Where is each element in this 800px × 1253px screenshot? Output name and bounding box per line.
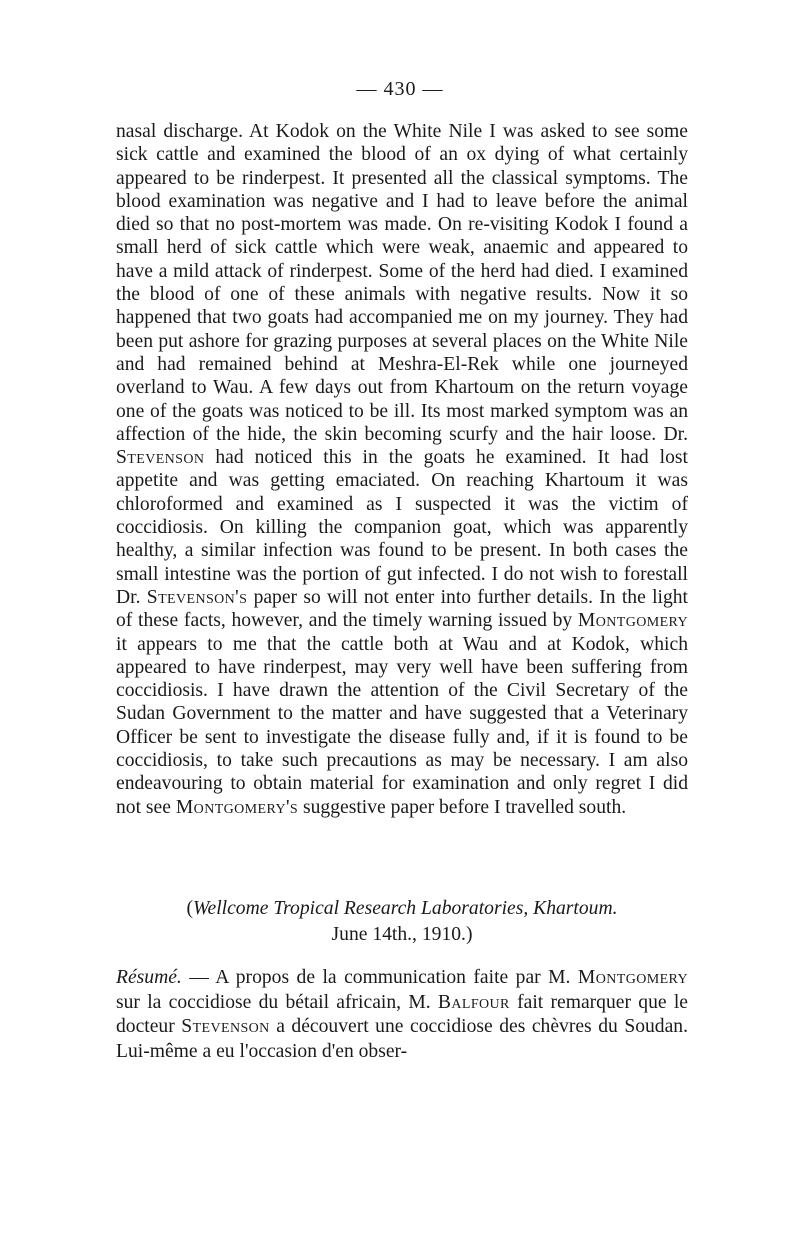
author-name: Balfour (437, 991, 510, 1013)
paragraph-text: paper so will not enter into further details. In the light of these facts, however, and the timely warning issued by (116, 586, 689, 632)
author-name: Stevenson (116, 447, 205, 469)
page-number: — 430 — (356, 78, 444, 100)
paragraph-text: it appears to me that the cattle both at Wau and at Kodok, which appeared to have rinderpest, may very well have been suffering from coccidiosis. I have drawn the attention of the Civil Secretary of the Sudan Government to the matter and have suggested that a Veterinary Officer be sent to investigate the disease fully and, if it is found to be coccidiosis, to take such precautions as may be necessary. I am also endeavouring to obtain material for examination and only regret I did not see (116, 633, 688, 818)
paragraph-text: nasal discharge. At Kodok on the White Nile I was asked to see some sick cattle and examined the blood of an ox dying of what certainly appeared to be rinderpest. It presented all the classical symptoms. The blood examination was negative and I had to leave before the animal died so that no post-mortem was made. On re-visiting Kodok I found a small herd of sick cattle which were weak, anaemic and appeared to have a mild attack of rinderpest. Some of the herd had died. I examined the blood of one of these animals with negative results. Now it so happened that two goats had accompanied me on my journey. They had been put ashore for grazing purposes at several places on the White Nile and had remained behind at Meshra-El-Rek while one journeyed overland to Wau. A few days out from Khartoum on the return voyage one of the goats was noticed to be ill. Its most marked symptom was an affection of the hide, the skin becoming scurfy and the hair loose. Dr. (116, 121, 688, 445)
resume-paragraph (116, 966, 688, 1064)
paragraph-text: had noticed this in the goats he examined. It had lost appetite and was getting emaciated. On reaching Khartoum it was chloroformed and examined as I suspected it was the victim of coccidiosis. On killing the companion goat, which was apparently healthy, a similar infection was found to be present. In both cases the small intestine was the portion of gut infected. I do not wish to forestall Dr. (116, 447, 688, 608)
affiliation-institution: Wellcome Tropical Research Laboratories, Khartoum. (193, 898, 618, 919)
affiliation-institution-line (116, 896, 688, 922)
affiliation-date: June 14th., 1910.) (331, 924, 473, 945)
affiliation-block (116, 896, 688, 948)
resume-label: Résumé. (116, 967, 182, 988)
paragraph-text: suggestive paper before I travelled south. (298, 796, 627, 818)
author-name: Stevenson's (146, 586, 248, 608)
resume-text: sur la coccidiose du bétail africain, M. (116, 991, 438, 1013)
author-name: Montgomery's (175, 796, 299, 818)
author-name: Stevenson (181, 1016, 270, 1037)
resume-text: — A propos de la communication faite par M. (181, 967, 578, 988)
main-paragraph (116, 120, 688, 819)
resume-text: fait remarquer que le docteur (116, 991, 688, 1037)
author-name: Montgomery (577, 967, 688, 988)
author-name: Montgomery (577, 610, 688, 632)
resume-text: a découvert une coccidiose des chèvres du Soudan. Lui-même a eu l'occasion d'en obser- (116, 1016, 688, 1062)
affiliation-open-paren: ( (186, 898, 193, 919)
